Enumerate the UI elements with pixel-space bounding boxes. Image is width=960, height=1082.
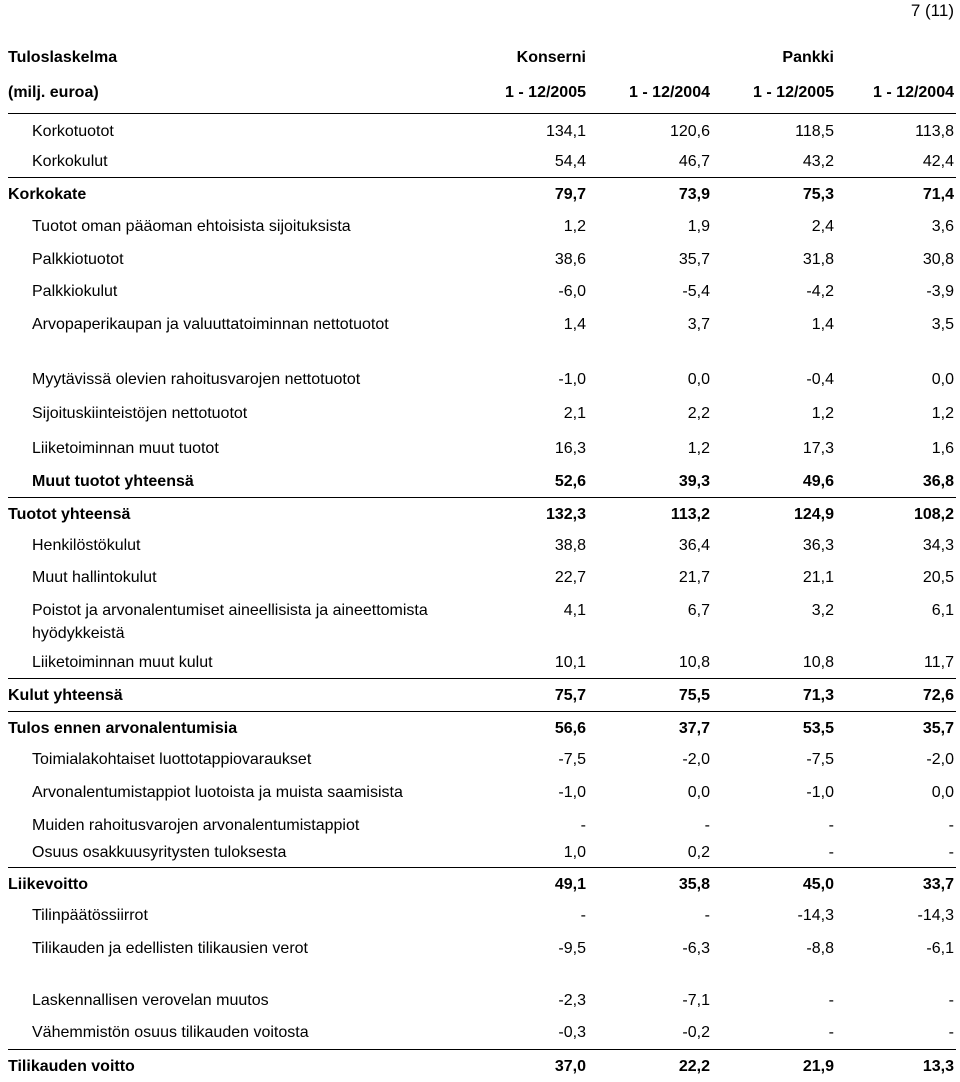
row-value-col4: - <box>948 844 954 861</box>
row-value-col2: 10,8 <box>678 654 710 671</box>
row-value-col4: 42,4 <box>922 153 954 170</box>
row-value-col4: 30,8 <box>922 251 954 268</box>
table-header-groups <box>8 43 956 73</box>
row-value-col1: - <box>580 907 586 924</box>
row-value-col3: -1,0 <box>806 784 834 801</box>
row-value-col3: 1,2 <box>811 405 834 422</box>
row-value-col4: 35,7 <box>922 720 954 737</box>
row-value-col3: 45,0 <box>802 876 834 893</box>
row-value-col1: 49,1 <box>554 876 586 893</box>
row-value-col4: 1,6 <box>931 440 954 457</box>
row-value-col1: -9,5 <box>558 940 586 957</box>
row-value-col1: 132,3 <box>545 506 586 523</box>
unit-label: (milj. euroa) <box>8 84 99 101</box>
row-label: Laskennallisen verovelan muutos <box>32 992 269 1009</box>
row-value-col2: 3,7 <box>687 316 710 333</box>
row-label: Arvopaperikaupan ja valuuttatoiminnan nettotuotot <box>32 316 389 333</box>
table-row <box>8 681 956 711</box>
column-header-4: 1 - 12/2004 <box>873 84 954 101</box>
table-row <box>8 901 956 931</box>
row-value-col1: 10,1 <box>554 654 586 671</box>
table-header-columns <box>8 78 956 108</box>
row-value-col2: 1,9 <box>687 218 710 235</box>
row-label: Tilinpäätössiirrot <box>32 907 148 924</box>
row-rule <box>8 177 956 178</box>
table-row <box>8 500 956 530</box>
row-value-col1: 52,6 <box>554 473 586 490</box>
row-value-col2: 46,7 <box>678 153 710 170</box>
row-value-col4: 72,6 <box>922 687 954 704</box>
row-label: Osuus osakkuusyritysten tuloksesta <box>32 844 287 861</box>
row-value-col4: 13,3 <box>922 1058 954 1075</box>
row-value-col1: 38,6 <box>554 251 586 268</box>
row-value-col4: 33,7 <box>922 876 954 893</box>
table-title: Tuloslaskelma <box>8 49 118 66</box>
row-value-col2: - <box>704 817 710 834</box>
row-rule <box>8 1049 956 1050</box>
row-value-col3: 17,3 <box>802 440 834 457</box>
page-number: 7 (11) <box>910 1 954 20</box>
row-value-col4: 71,4 <box>922 186 954 203</box>
row-label: Vähemmistön osuus tilikauden voitosta <box>32 1024 309 1041</box>
row-label: Liikevoitto <box>8 876 89 893</box>
row-label: Palkkiokulut <box>32 283 118 300</box>
row-value-col4: 20,5 <box>922 569 954 586</box>
row-value-col1: -1,0 <box>558 371 586 388</box>
row-value-col1: 56,6 <box>554 720 586 737</box>
row-value-col2: - <box>704 907 710 924</box>
table-row <box>8 934 956 964</box>
row-value-col3: - <box>828 844 834 861</box>
row-label: Liiketoiminnan muut tuotot <box>32 440 219 457</box>
row-value-col1: 38,8 <box>554 537 586 554</box>
row-value-col3: -8,8 <box>806 940 834 957</box>
row-label: Korkokulut <box>32 153 108 170</box>
row-label: Tilikauden ja edellisten tilikausien verot <box>32 940 308 957</box>
row-value-col1: -2,3 <box>558 992 586 1009</box>
table-row <box>8 212 956 242</box>
row-label: Henkilöstökulut <box>32 537 141 554</box>
row-value-col1: 2,1 <box>563 405 586 422</box>
row-value-col1: -7,5 <box>558 751 586 768</box>
row-value-col2: 37,7 <box>678 720 710 737</box>
row-value-col4: - <box>948 992 954 1009</box>
row-label: Tilikauden voitto <box>8 1058 135 1075</box>
row-label: Liiketoiminnan muut kulut <box>32 654 213 671</box>
row-value-col2: 0,0 <box>687 784 710 801</box>
row-value-col3: 1,4 <box>811 316 834 333</box>
row-value-col3: 43,2 <box>802 153 834 170</box>
row-value-col4: -2,0 <box>926 751 954 768</box>
table-row <box>8 778 956 808</box>
row-value-col2: 73,9 <box>678 186 710 203</box>
row-label: Myytävissä olevien rahoitusvarojen nettotuotot <box>32 371 361 388</box>
row-value-col1: -6,0 <box>558 283 586 300</box>
row-value-col2: 2,2 <box>687 405 710 422</box>
table-row <box>8 1018 956 1048</box>
row-value-col2: -2,0 <box>682 751 710 768</box>
row-value-col2: 35,8 <box>678 876 710 893</box>
row-label: Tuotot oman pääoman ehtoisista sijoituksista <box>32 218 351 235</box>
row-value-col4: 34,3 <box>922 537 954 554</box>
row-label: Arvonalentumistappiot luotoista ja muista saamisista <box>32 784 403 801</box>
row-value-col4: 0,0 <box>931 371 954 388</box>
table-row <box>8 714 956 744</box>
row-value-col4: 113,8 <box>915 123 954 140</box>
header-rule <box>8 113 956 114</box>
row-value-col1: 4,1 <box>563 602 586 619</box>
row-value-col3: 118,5 <box>795 123 834 140</box>
table-row <box>8 811 956 841</box>
row-value-col3: -7,5 <box>806 751 834 768</box>
row-value-col3: 49,6 <box>802 473 834 490</box>
row-value-col3: 2,4 <box>811 218 834 235</box>
row-value-col1: 79,7 <box>554 186 586 203</box>
row-value-col3: -14,3 <box>797 907 834 924</box>
row-label: Toimialakohtaiset luottotappiovaraukset <box>32 751 312 768</box>
row-label: Tuotot yhteensä <box>8 506 131 523</box>
row-label: Muut tuotot yhteensä <box>32 473 194 490</box>
table-row <box>8 986 956 1016</box>
row-value-col2: 39,3 <box>678 473 710 490</box>
row-value-col3: 53,5 <box>802 720 834 737</box>
row-value-col1: 16,3 <box>554 440 586 457</box>
group-konserni: Konserni <box>516 49 586 66</box>
row-value-col4: 108,2 <box>913 506 954 523</box>
table-row <box>8 310 956 340</box>
table-row <box>8 870 956 900</box>
row-label: Sijoituskiinteistöjen nettotuotot <box>32 405 248 422</box>
row-value-col4: 36,8 <box>922 473 954 490</box>
row-value-col2: 0,2 <box>687 844 710 861</box>
row-label: Palkkiotuotot <box>32 251 124 268</box>
row-value-col1: -0,3 <box>558 1024 586 1041</box>
table-row <box>8 596 956 642</box>
row-value-col2: 6,7 <box>687 602 710 619</box>
row-value-col2: 113,2 <box>670 506 710 523</box>
row-value-col2: -5,4 <box>682 283 710 300</box>
row-value-col3: 36,3 <box>802 537 834 554</box>
row-value-col3: - <box>828 1024 834 1041</box>
table-row <box>8 277 956 307</box>
table-row <box>8 245 956 275</box>
row-value-col2: 36,4 <box>678 537 710 554</box>
row-value-col3: - <box>828 992 834 1009</box>
row-value-col3: 21,1 <box>802 569 834 586</box>
row-value-col2: 22,2 <box>678 1058 710 1075</box>
row-value-col3: 10,8 <box>802 654 834 671</box>
row-value-col3: 3,2 <box>811 602 834 619</box>
row-value-col1: - <box>580 817 586 834</box>
row-value-col4: -6,1 <box>926 940 954 957</box>
row-value-col4: 11,7 <box>924 654 954 671</box>
row-value-col2: -6,3 <box>682 940 710 957</box>
row-value-col2: 75,5 <box>678 687 710 704</box>
row-rule <box>8 711 956 712</box>
table-row <box>8 1052 956 1082</box>
table-row <box>8 180 956 210</box>
row-value-col1: 1,4 <box>563 316 586 333</box>
table-row <box>8 434 956 464</box>
row-label: Muiden rahoitusvarojen arvonalentumistappiot <box>32 817 360 834</box>
row-value-col3: 21,9 <box>802 1058 834 1075</box>
table-row <box>8 399 956 429</box>
column-header-1: 1 - 12/2005 <box>505 84 586 101</box>
row-value-col4: -3,9 <box>926 283 954 300</box>
row-rule <box>8 867 956 868</box>
column-header-2: 1 - 12/2004 <box>629 84 710 101</box>
row-label: Poistot ja arvonalentumiset aineellisista ja aineettomista hyödykkeistä <box>32 602 428 642</box>
row-value-col2: 120,6 <box>669 123 710 140</box>
row-value-col3: 124,9 <box>793 506 834 523</box>
table-row <box>8 147 956 177</box>
row-value-col3: 31,8 <box>802 251 834 268</box>
row-value-col1: 22,7 <box>554 569 586 586</box>
table-row <box>8 648 956 678</box>
table-row <box>8 365 956 395</box>
table-row <box>8 531 956 561</box>
row-value-col1: 1,2 <box>563 218 586 235</box>
row-rule <box>8 497 956 498</box>
column-header-3: 1 - 12/2005 <box>753 84 834 101</box>
row-value-col2: 21,7 <box>678 569 710 586</box>
row-value-col1: 75,7 <box>554 687 586 704</box>
row-value-col4: - <box>948 1024 954 1041</box>
row-label: Tulos ennen arvonalentumisia <box>8 720 238 737</box>
table-row <box>8 745 956 775</box>
row-value-col3: - <box>828 817 834 834</box>
row-value-col4: 1,2 <box>931 405 954 422</box>
row-label: Korkokate <box>8 186 87 203</box>
row-value-col4: 6,1 <box>931 602 954 619</box>
table-row <box>8 117 956 147</box>
row-value-col4: -14,3 <box>917 907 954 924</box>
row-value-col1: 1,0 <box>563 844 586 861</box>
row-value-col4: 0,0 <box>931 784 954 801</box>
group-pankki: Pankki <box>782 49 834 66</box>
row-value-col2: -0,2 <box>682 1024 710 1041</box>
row-label: Korkotuotot <box>32 123 114 140</box>
row-value-col1: 54,4 <box>554 153 586 170</box>
row-value-col2: 0,0 <box>687 371 710 388</box>
row-rule <box>8 678 956 679</box>
row-value-col2: 1,2 <box>687 440 710 457</box>
table-row <box>8 467 956 497</box>
table-row <box>8 838 956 868</box>
row-value-col3: -4,2 <box>806 283 834 300</box>
row-value-col1: 134,1 <box>545 123 586 140</box>
row-value-col1: 37,0 <box>554 1058 586 1075</box>
row-value-col3: -0,4 <box>806 371 834 388</box>
row-value-col2: -7,1 <box>682 992 710 1009</box>
table-row <box>8 563 956 593</box>
row-value-col3: 75,3 <box>802 186 834 203</box>
row-value-col3: 71,3 <box>802 687 834 704</box>
row-value-col2: 35,7 <box>678 251 710 268</box>
row-value-col4: 3,5 <box>931 316 954 333</box>
row-value-col1: -1,0 <box>558 784 586 801</box>
row-value-col4: - <box>948 817 954 834</box>
row-value-col4: 3,6 <box>931 218 954 235</box>
row-label: Muut hallintokulut <box>32 569 157 586</box>
row-label: Kulut yhteensä <box>8 687 123 704</box>
